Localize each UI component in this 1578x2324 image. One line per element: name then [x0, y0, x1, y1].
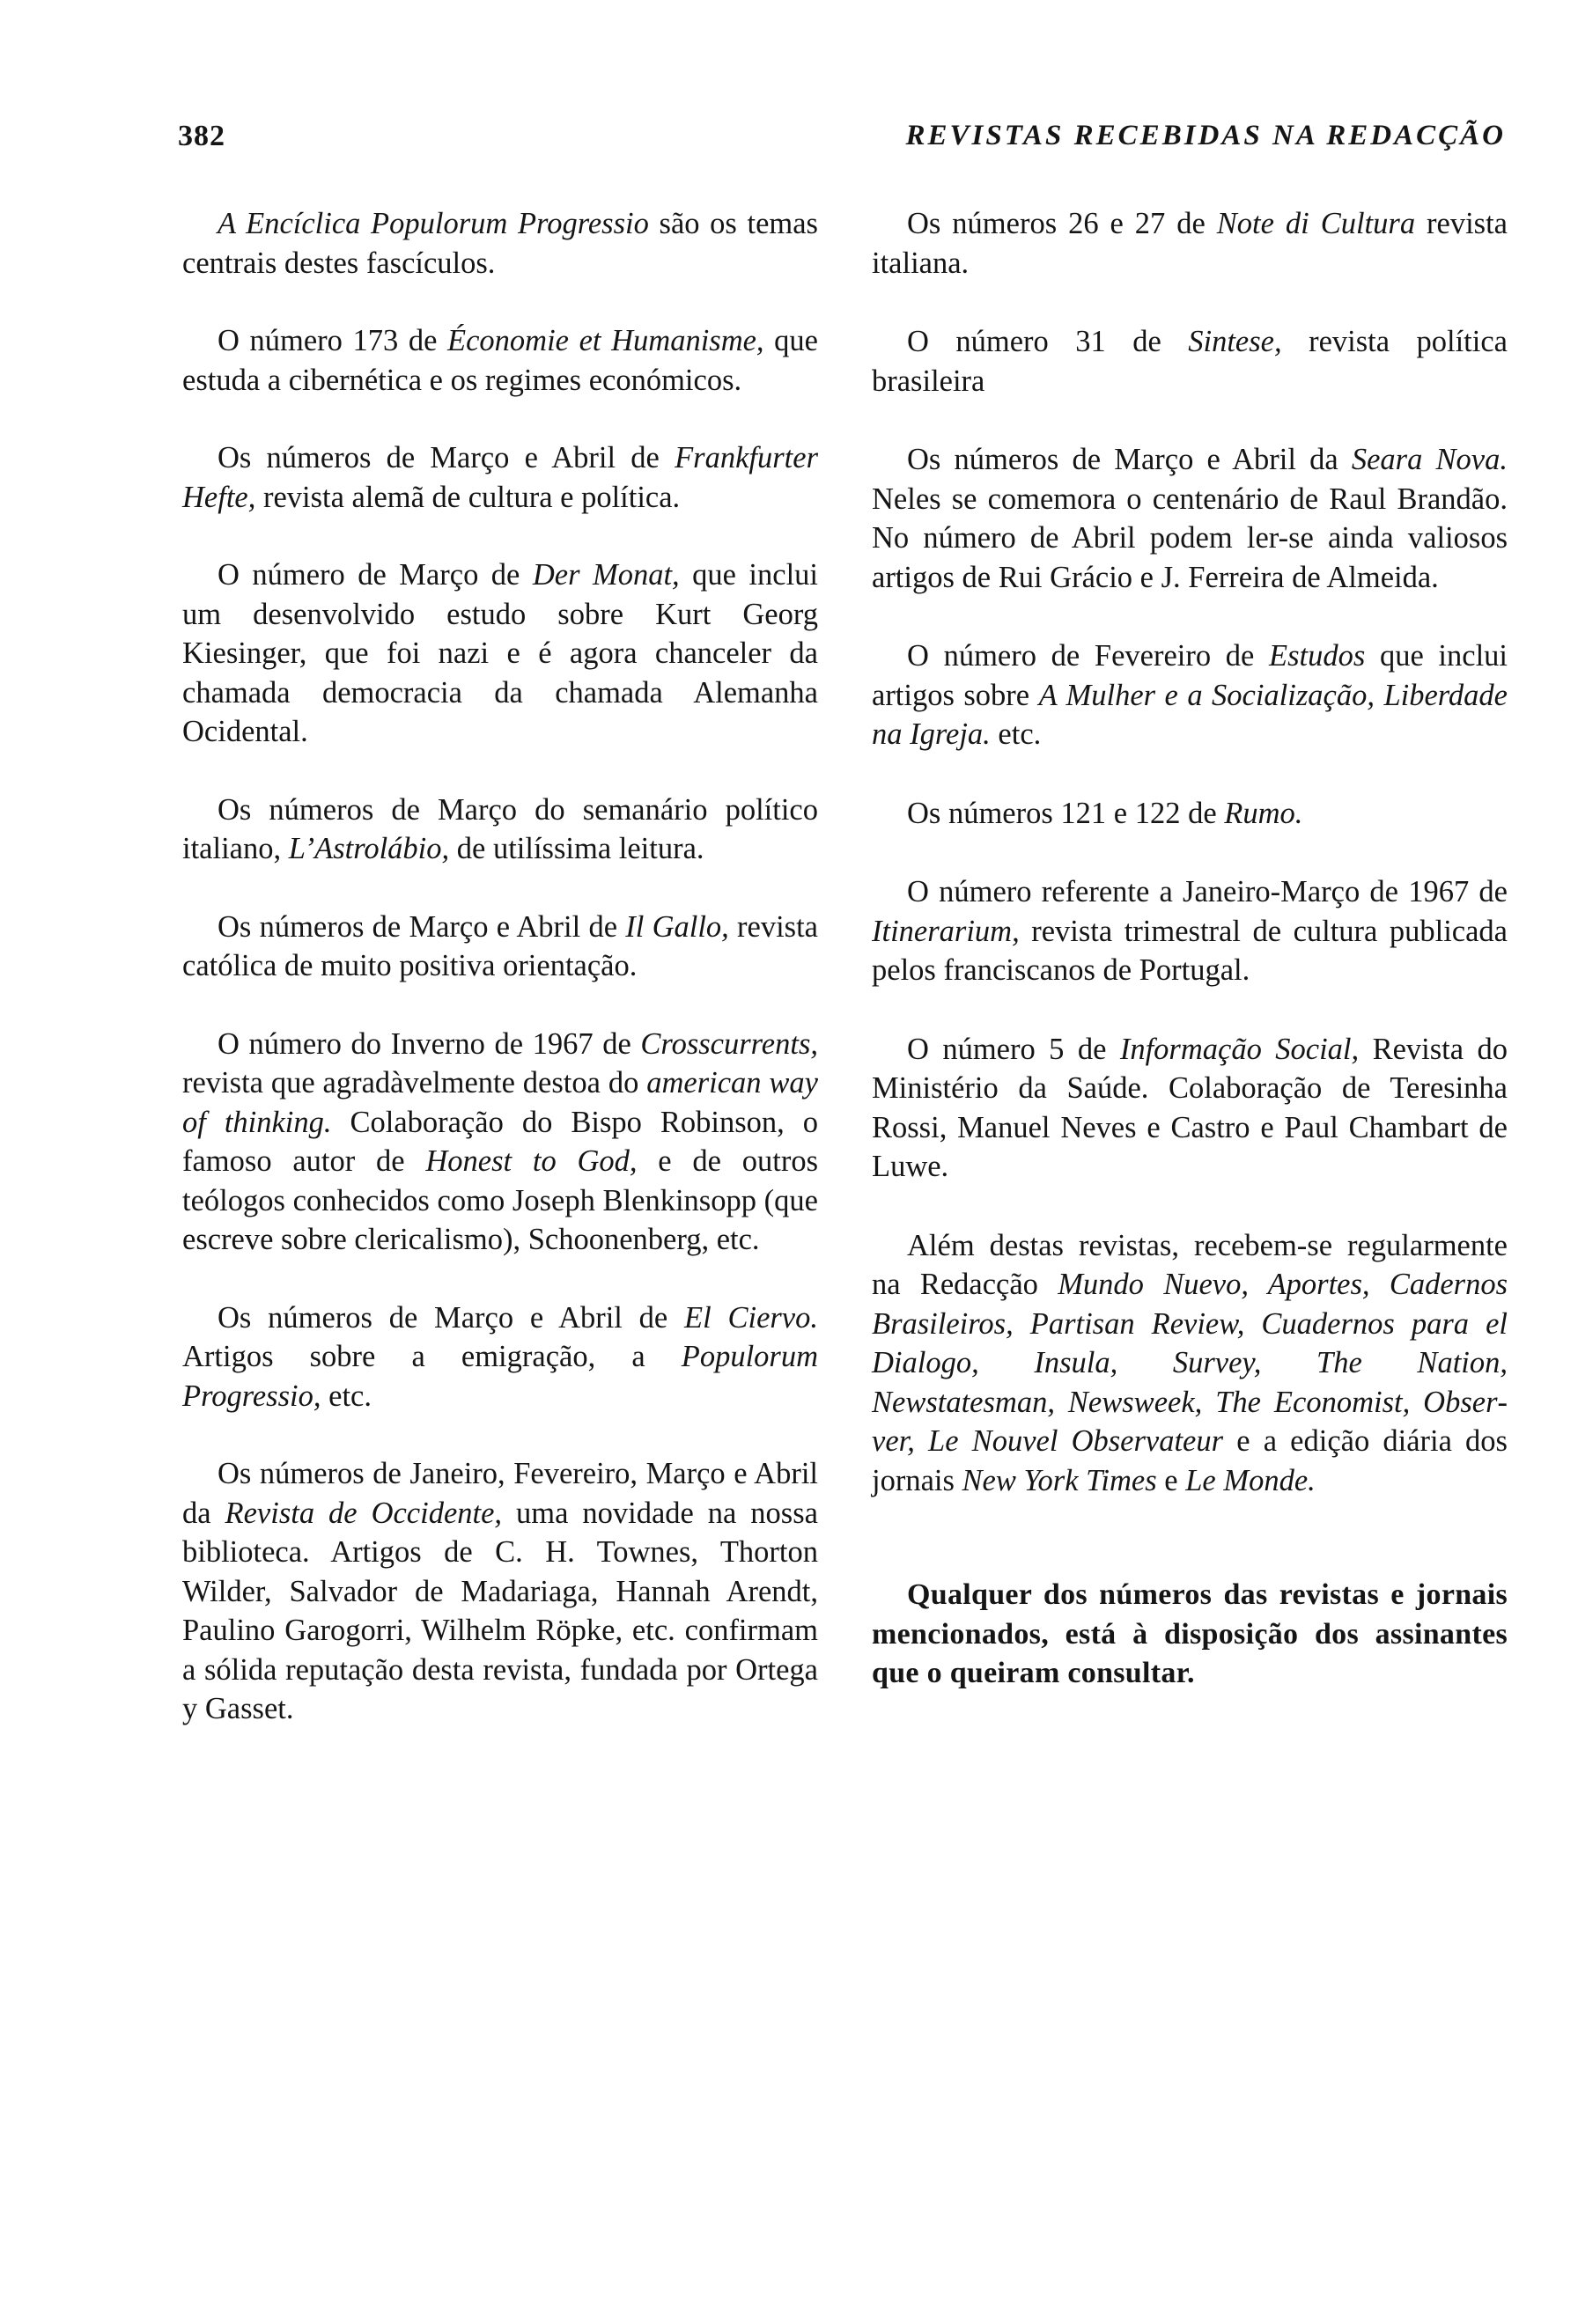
journal-entry: O número de Fevereiro de Estudos que inclui artigos sobre A Mulher e a Socialização, Liberdade na Igreja. etc. [872, 639, 1508, 751]
journal-entry: O número referente a Janeiro-Março de 1967 de Itinerarium, revista trimestral de cultura publicada pelos franciscanos de Portugal. [872, 875, 1508, 987]
journal-entry: Os números 121 e 122 de Rumo. [907, 796, 1303, 830]
journal-entry: Os números de Março e Abril de Frankfurter Hefte, revista alemã de cultura e política. [182, 441, 818, 514]
journal-entry: Os números 26 e 27 de Note di Cultura revista italiana. [872, 207, 1508, 280]
journal-entry: Os números de Março e Abril de Il Gallo, revista católica de muito positiva orientação. [182, 909, 818, 982]
left-column [182, 204, 818, 1768]
right-column [872, 204, 1508, 1733]
journal-entry: Os números de Março do semanário político italiano, L’Astrolábio, de utilíssima leitura. [182, 792, 818, 865]
page-header [178, 120, 1506, 162]
page-number: 382 [178, 120, 225, 152]
journal-entry: O número 31 de Sintese, revista política brasileira [872, 325, 1508, 398]
subscriber-notice: Qualquer dos números das revistas e jornais mencionados, está à disposição dos assinantes que o queiram consultar. [872, 1578, 1508, 1689]
journal-entry: Os números de Março e Abril de El Ciervo. Artigos sobre a emigração, a Populorum Progressio, etc. [182, 1300, 818, 1413]
running-head: REVISTAS RECEBIDAS NA REDACÇÃO [905, 120, 1506, 151]
journal-entry: Além destas revistas, recebem-se regularmente na Redacção Mundo Nuevo, Aportes, Cadernos Brasileiros, Partisan Review, Cuadernos para el Dialogo, Insula, Survey, The Nation, Newstatesman, Newsweek, The Economist, Observer, Le Nouvel Observateur e a edição diária dos jornais New York Times e Le Monde. [872, 1228, 1508, 1497]
journal-entry: Os números de Janeiro, Fevereiro, Março e Abril da Revista de Occidente, uma novidade na nossa biblioteca. Artigos de C. H. Townes, Thorton Wilder, Salvador de Madariaga, Hannah Arendt, Paulino Garogorri, Wilhelm Röpke, etc. confirmam a sólida reputação desta revista, fundada por Ortega y Gasset. [182, 1457, 818, 1725]
journal-entry: O número de Março de Der Monat, que inclui um desenvolvido estudo sobre Kurt Georg Kiesinger, que foi nazi e é agora chanceler da chamada democracia da chamada Alemanha Ocidental. [182, 558, 818, 748]
journal-entry: Os números de Março e Abril da Seara Nova. Neles se comemora o centenário de Raul Brandão. No número de Abril podem ler-se ainda valiosos artigos de Rui Grácio e J. Ferreira de Almeida. [872, 443, 1508, 594]
journal-entry: O número 5 de Informação Social, Revista do Ministério da Saúde. Colaboração de Teresinha Rossi, Manuel Neves e Castro e Paul Chambart de Luwe. [872, 1032, 1508, 1183]
journal-entry: O número 173 de Économie et Humanisme, que estuda a cibernética e os regimes económicos. [182, 324, 818, 397]
journal-entry: A Encíclica Populorum Progressio são os temas centrais destes fascículos. [182, 207, 818, 280]
journal-entry: O número do Inverno de 1967 de Crosscurrents, revista que agradàvelmente destoa do american way of thinking. Colaboração do Bispo Robinson, o famoso autor de Honest to God, e de outros teólogos conhecidos como Joseph Blenkinsopp (que escreve sobre clericalismo), Schoonenberg, etc. [182, 1026, 818, 1256]
